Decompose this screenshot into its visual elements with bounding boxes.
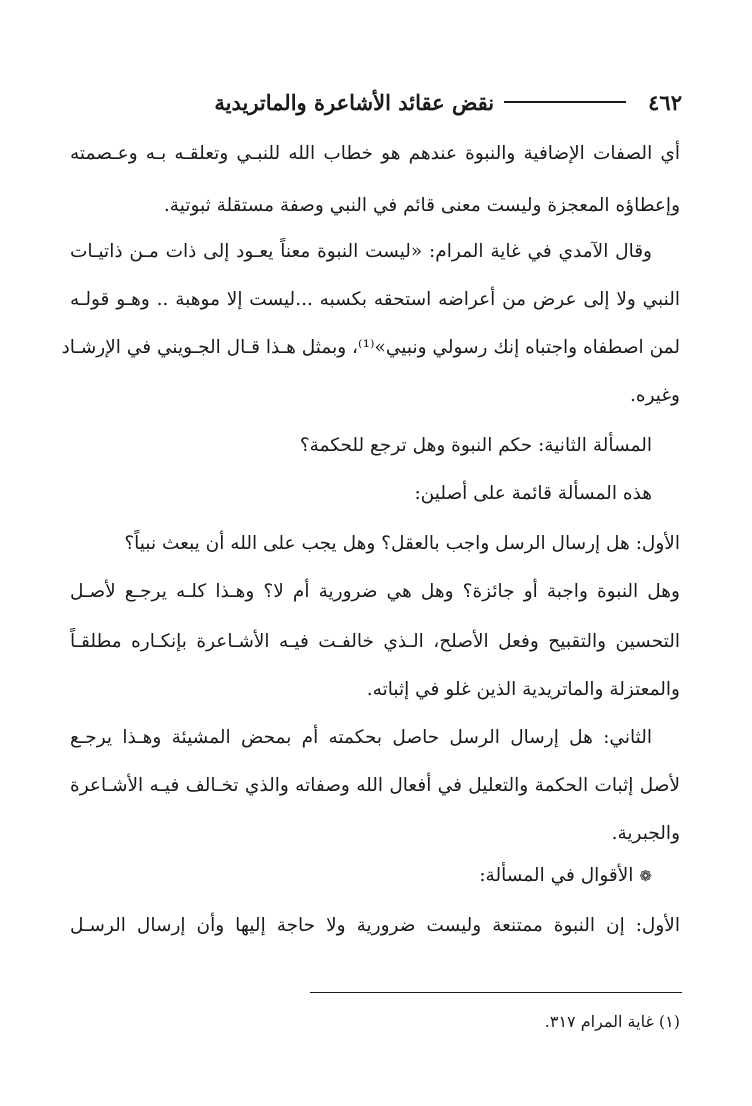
text-line: الثاني: هل إرسال الرسل حاصل بحكمته أم بمحض المشيئة وهـذا يرجـع — [70, 727, 652, 748]
ornament-icon: ❁ — [639, 867, 652, 885]
text-line: وإعطاؤه المعجزة وليست معنى قائم في النبي وصفة مستقلة ثبوتية. — [163, 195, 680, 216]
text-line: الأول: هل إرسال الرسل واجب بالعقل؟ وهل يجب على الله أن يبعث نبياً؟ — [124, 533, 680, 554]
text-line: وهل النبوة واجبة أو جائزة؟ وهل هي ضرورية أم لا؟ وهـذا كلـه يرجـع لأصـل — [70, 581, 680, 602]
header-rule — [504, 101, 626, 103]
text-line: أي الصفات الإضافية والنبوة عندهم هو خطاب الله للنبـي وتعلقـه بـه وعـصمته — [70, 143, 680, 164]
text-line: النبي ولا إلى عرض من أعراضه استحقه بكسبه ...ليست إلا موهبة .. وهـو قولـه — [70, 289, 680, 310]
running-title: نقض عقائد الأشاعرة والماتريدية — [214, 89, 495, 115]
text-line: التحسين والتقبيح وفعل الأصلح، الـذي خالفـت فيـه الأشـاعرة بإنكـاره مطلقـاً — [70, 631, 680, 652]
text-line: والجبرية. — [611, 823, 680, 844]
section-heading: المسألة الثانية: حكم النبوة وهل ترجع للحكمة؟ — [299, 435, 652, 456]
text-line: والمعتزلة والماتريدية الذين غلو في إثباته. — [366, 679, 680, 700]
footnote-rule — [310, 992, 682, 993]
sub-heading — [70, 862, 680, 890]
sub-heading-text: الأقوال في المسألة: — [479, 865, 634, 886]
text-line: لمن اصطفاه واجتباه إنك رسولي ونبيي»⁽¹⁾، وبمثل هـذا قـال الجـويني في الإرشـاد — [61, 337, 680, 358]
page-number: ٤٦٢ — [648, 89, 682, 115]
text-line: لأصل إثبات الحكمة والتعليل في أفعال الله وصفاته والذي تخـالف فيـه الأشـاعرة — [70, 775, 680, 796]
text-line: وقال الآمدي في غاية المرام: «ليست النبوة معناً يعـود إلى ذات مـن ذاتيـات — [70, 241, 652, 262]
text-line: الأول: إن النبوة ممتنعة وليست ضرورية ولا حاجة إليها وأن إرسال الرسـل — [70, 915, 680, 936]
page-header — [54, 82, 682, 122]
text-line: هذه المسألة قائمة على أصلين: — [414, 483, 652, 504]
text-line: وغيره. — [630, 385, 680, 406]
footnote: (١) غاية المرام ٣١٧. — [544, 1012, 680, 1031]
